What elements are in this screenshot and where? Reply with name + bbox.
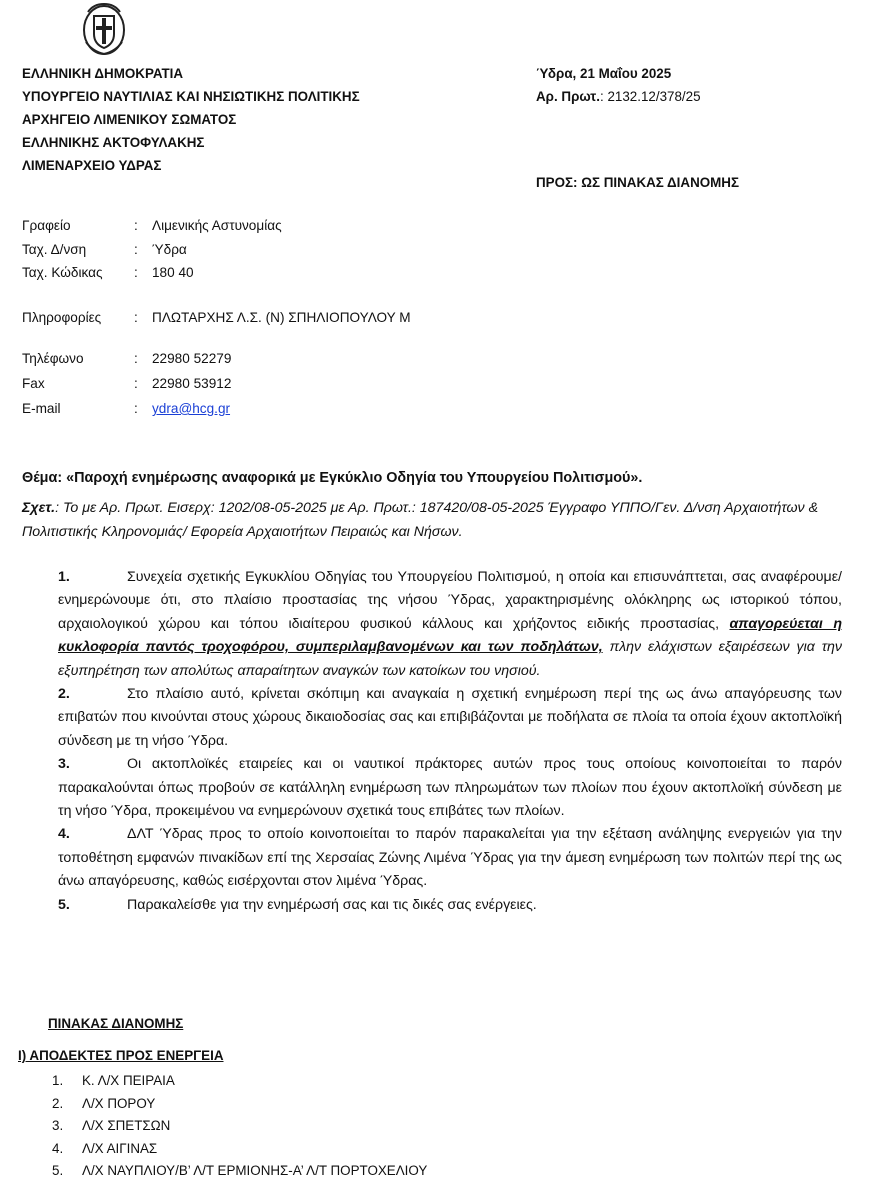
contact-label: Γραφείο (22, 218, 71, 233)
paragraph-number: 4. (58, 826, 70, 843)
paragraph-text: Παρακαλείσθε για την ενημέρωσή σας και τις δικές σας ενέργειες. (127, 896, 537, 913)
paragraph-text: Συνεχεία σχετικής Εγκυκλίου Οδηγίας του Υπουργείου Πολιτισμού, η οποία και επισυνάπτεται, σας αναφέρουμε/ενημερώνουμε ότι, στο πλαίσιο προστασίας της νήσου Ύδρας, χαρακτηρισμένης ολόκληρης ως ιστορικού τόπου, αρχαιολογικού χώρου και τόπου ιδιαίτερου φυσικού κάλλους και χρήζοντος ειδικής προστασίας, (58, 569, 842, 632)
contact-value: 180 40 (152, 265, 194, 280)
contact-value: 22980 52279 (152, 351, 232, 366)
issuing-authority (22, 62, 360, 177)
list-item-text: Λ/Χ ΑΙΓΙΝΑΣ (82, 1140, 158, 1156)
list-item-text: Κ. Λ/Χ ΠΕΙΡΑΙΑ (82, 1073, 175, 1088)
protocol-label: Αρ. Πρωτ. (536, 89, 600, 104)
emphasized-prohibition: απαγορεύεται η κυκλοφορία παντός τροχοφόρου, συμπεριλαμβανομένων και των ποδηλάτων, (58, 615, 842, 656)
authority-line: ΕΛΛΗΝΙΚΗ ΔΗΜΟΚΡΑΤΙΑ (22, 66, 184, 81)
paragraph-text: Οι ακτοπλοϊκές εταιρείες και οι ναυτικοί πράκτορες αυτών προς τους οποίους κοινοποιείται το παρόν παρακαλούνται όπως προβούν σε κατάλληλη ενημέρωση των πληρωμάτων των πλοίων που έχουν ακτοπλοϊκή σύνδεση με τη νήσο Ύδρα, προκειμένου να ενημερώνουν σχετικά τους επιβάτες των πλοίων. (58, 756, 842, 820)
authority-line: ΥΠΟΥΡΓΕΙΟ ΝΑΥΤΙΛΙΑΣ ΚΑΙ ΝΗΣΙΩΤΙΚΗΣ ΠΟΛΙΤΙΚΗΣ (22, 89, 360, 104)
list-item-number: 4. (52, 1140, 64, 1156)
contact-label: Ταχ. Κώδικας (22, 265, 103, 280)
recipients-section-title: Ι) ΑΠΟΔΕΚΤΕΣ ΠΡΟΣ ΕΝΕΡΓΕΙΑ (18, 1048, 224, 1063)
contact-separator: : (134, 265, 138, 280)
place-date: Ύδρα, 21 Μαΐου 2025 (536, 66, 672, 81)
contact-separator: : (134, 218, 138, 233)
list-item (52, 1070, 427, 1093)
protocol-number: : 2132.12/378/25 (600, 89, 701, 104)
contact-label: Τηλέφωνο (22, 351, 84, 366)
paragraph-5 (58, 894, 842, 917)
list-item-text: Λ/Χ ΝΑΥΠΛΙΟΥ/Β’ Λ/Τ ΕΡΜΙΟΝΗΣ-Α’ Λ/Τ ΠΟΡΤΟΧΕΛΙΟΥ (82, 1163, 428, 1179)
authority-line: ΕΛΛΗΝΙΚΗΣ ΑΚΤΟΦΥΛΑΚΗΣ (22, 135, 205, 150)
reference-line (22, 496, 852, 544)
contact-separator: : (134, 401, 138, 416)
paragraph-4 (58, 823, 842, 893)
document-meta (536, 62, 701, 108)
paragraph-number: 3. (58, 756, 70, 773)
paragraph-number: 5. (58, 896, 70, 913)
contact-label: Πληροφορίες (22, 310, 102, 325)
list-item-number: 3. (52, 1118, 64, 1134)
list-item (52, 1093, 427, 1116)
greek-coat-of-arms-icon (82, 2, 126, 56)
paragraph-text: Στο πλαίσιο αυτό, κρίνεται σκόπιμη και αναγκαία η σχετική ενημέρωση περί της ως άνω απαγόρευσης των επιβατών που κινούνται στους χώρους δικαιοδοσίας σας και επιβιβάζονται με ποδήλατα σε πλοία τα οποία έχουν ακτοπλοϊκή σύνδεση με τη νήσο Ύδρα. (58, 686, 842, 749)
paragraph-2 (58, 683, 842, 753)
contact-separator: : (134, 242, 138, 257)
list-item (52, 1138, 427, 1161)
contact-value: 22980 53912 (152, 376, 232, 391)
email-link[interactable]: ydra@hcg.gr (152, 401, 231, 416)
contact-separator: : (134, 376, 138, 391)
reference-label: Σχετ. (22, 500, 56, 516)
paragraph-text: ΔΛΤ Ύδρας προς το οποίο κοινοποιείται το παρόν παρακαλείται για την εξέταση ανάληψης ενεργειών για την τοποθέτηση εμφανών πινακίδων επί της Χερσαίας Ζώνης Λιμένα Ύδρας για την άμεση ενημέρωση των πολιτών περί της ως άνω απαγόρευσης, καθώς εισέρχονται στον λιμένα Ύδρας. (58, 826, 842, 890)
contact-separator: : (134, 351, 138, 366)
contact-separator: : (134, 310, 138, 325)
contact-label: E-mail (22, 401, 61, 416)
authority-line: ΛΙΜΕΝΑΡΧΕΙΟ ΥΔΡΑΣ (22, 158, 162, 173)
contact-value: Λιμενικής Αστυνομίας (152, 218, 282, 233)
reference-text: : Το με Αρ. Πρωτ. Εισερχ: 1202/08-05-2025 με Αρ. Πρωτ.: 187420/08-05-2025 Έγγραφο ΥΠΠΟ/Γεν. Δ/νση Αρχαιοτήτων & Πολιτιστικής Κληρονομιάς/ Εφορεία Αρχαιοτήτων Πειραιώς και Νήσων. (22, 500, 819, 540)
distribution-title: ΠΙΝΑΚΑΣ ΔΙΑΝΟΜΗΣ (48, 1016, 184, 1031)
recipient-line: ΠΡΟΣ: ΩΣ ΠΙΝΑΚΑΣ ΔΙΑΝΟΜΗΣ (536, 175, 740, 190)
subject-label: Θέμα (22, 470, 58, 486)
subject-line (22, 470, 642, 486)
paragraph-number: 2. (58, 686, 70, 703)
recipients-list (52, 1070, 427, 1183)
paragraph-number: 1. (58, 569, 70, 585)
list-item (52, 1115, 427, 1138)
contact-label: Ταχ. Δ/νση (22, 242, 87, 257)
list-item-number: 2. (52, 1095, 64, 1111)
contact-value: ΠΛΩΤΑΡΧΗΣ Λ.Σ. (Ν) ΣΠΗΛΙΟΠΟΥΛΟΥ Μ (152, 310, 411, 325)
paragraph-3 (58, 753, 842, 823)
contact-value: Ύδρα (152, 242, 187, 257)
list-item-number: 1. (52, 1073, 64, 1088)
document-body (58, 566, 842, 917)
subject-text: : «Παροχή ενημέρωσης αναφορικά με Εγκύκλιο Οδηγία του Υπουργείου Πολιτισμού». (57, 470, 643, 486)
list-item-text: Λ/Χ ΣΠΕΤΣΩΝ (82, 1118, 171, 1134)
list-item-text: Λ/Χ ΠΟΡΟΥ (82, 1095, 156, 1111)
paragraph-text-italic: πλην ελάχιστων εξαιρέσεων για την εξυπηρέτηση των απολύτως απαραίτητων αναγκών των κατοίκων του νησιού. (58, 639, 842, 679)
list-item (52, 1160, 427, 1183)
contact-label: Fax (22, 376, 45, 391)
list-item-number: 5. (52, 1163, 64, 1179)
authority-line: ΑΡΧΗΓΕΙΟ ΛΙΜΕΝΙΚΟΥ ΣΩΜΑΤΟΣ (22, 112, 237, 127)
paragraph-1 (58, 566, 842, 683)
